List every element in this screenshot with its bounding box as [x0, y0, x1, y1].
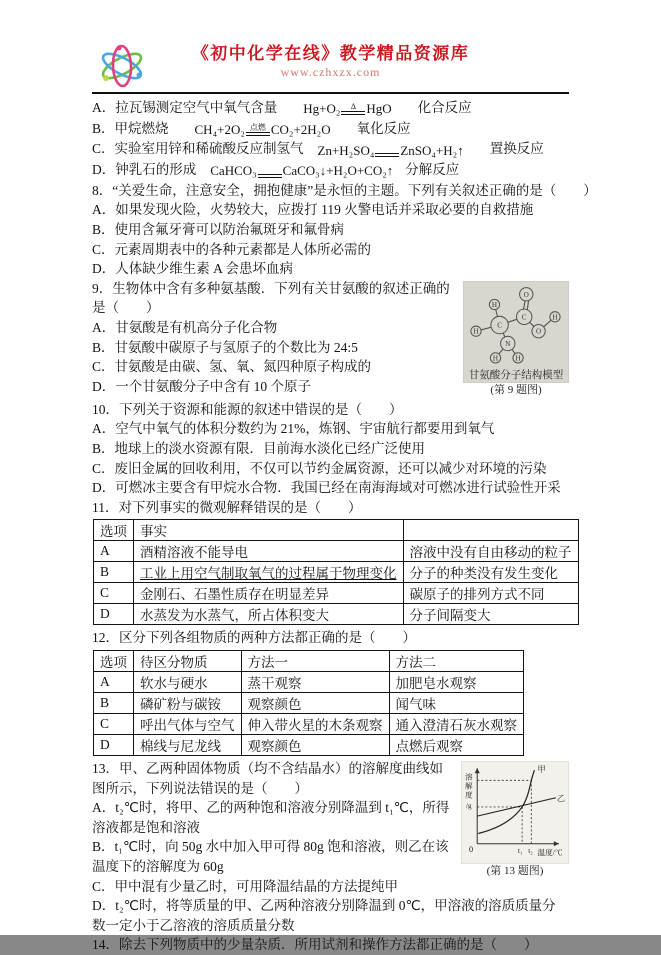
q13-block [92, 759, 569, 935]
curve-jia [478, 770, 534, 833]
q9-figure [463, 281, 569, 398]
table-row [94, 692, 524, 713]
table-row [94, 541, 579, 562]
y-axis-label-char: 溶 [464, 772, 473, 782]
x-tick-t1: t₁ [518, 846, 523, 855]
glycine-model-image [463, 281, 569, 383]
site-title: 《初中化学在线》教学精品资源库 [191, 44, 470, 63]
curve-label-yi: 乙 [556, 793, 566, 803]
cell-option: D [94, 604, 134, 625]
logo-dot [117, 46, 122, 51]
y-axis-label-char: 度 [464, 790, 473, 800]
q12-table [93, 650, 524, 756]
eq-left: CaHCO₃ [210, 163, 257, 179]
q11-table [93, 519, 579, 625]
atom-label: O [523, 290, 529, 299]
table-row [94, 734, 524, 755]
solubility-curve-graph [463, 762, 567, 858]
atom-label: C [521, 313, 527, 322]
glycine-molecule-diagram [466, 284, 566, 364]
atom-label: H [491, 300, 498, 309]
header-cell: 选项 [94, 650, 134, 671]
q10-option-c: C．废旧金属的回收利用，不仅可以节约金属资源，还可以减少对环境的污染 [92, 460, 547, 476]
double-line [375, 153, 399, 157]
reaction-type: 化合反应 [417, 100, 472, 115]
cell-method2: 通入澄清石灰水观察 [389, 713, 524, 734]
q13-figure [461, 761, 569, 879]
cell-method1: 观察颜色 [241, 692, 389, 713]
q10-stem: 10．下列关于资源和能源的叙述中错误的是（ ） [92, 401, 403, 417]
equals-sign [341, 102, 365, 115]
q9-option-b: B．甘氨酸中碳原子与氢原子的个数比为 24:5 [92, 339, 358, 355]
header-cell: 选项 [94, 520, 134, 541]
cell-method1: 伸入带火星的木条观察 [241, 713, 389, 734]
q8-stem: 8．“关爱生命，注意安全，拥抱健康”是永恒的主题。下列有关叙述正确的是（ ） [92, 182, 597, 198]
cell-fact: 金刚石、石墨性质存在明显差异 [134, 583, 404, 604]
y-axis-label-char: /g [465, 801, 472, 810]
reaction-condition: Δ [350, 102, 356, 112]
atom-label: O [535, 327, 542, 336]
q12-stem: 12．区分下列各组物质的两种方法都正确的是（ ） [92, 630, 416, 646]
cell-fact: 水蒸发为水蒸气，所占体积变大 [134, 604, 404, 625]
header-cell: 待区分物质 [134, 650, 242, 671]
x-axis-arrow [554, 841, 559, 846]
cell-substances: 呼出气体与空气 [134, 713, 242, 734]
q8-option-c: C．元素周期表中的各种元素都是人体所必需的 [92, 241, 372, 257]
reaction-condition: 点燃 [249, 123, 266, 133]
header-cell [403, 520, 578, 541]
table-header-row [94, 650, 524, 671]
table-row [94, 562, 579, 583]
q10-option-d: D．可燃冰主要含有甲烷水合物．我国已经在南海海域对可燃冰进行试验性开采 [92, 480, 561, 496]
equals-sign [246, 123, 270, 136]
double-line [341, 111, 365, 115]
reaction-condition [382, 144, 392, 153]
cell-explanation: 溶液中没有自由移动的粒子 [403, 541, 578, 562]
eq-right: HgO [366, 101, 392, 117]
cell-option: B [94, 562, 134, 583]
atom-label: H [515, 354, 521, 363]
header-cell: 方法一 [241, 650, 389, 671]
option-text: B．甲烷燃烧 [92, 120, 169, 136]
eq-left: Hg+O₂ [303, 101, 341, 117]
q11-stem: 11．对下列事实的微观解释错误的是（ ） [92, 499, 362, 515]
site-url: www.czhxzx.com [280, 65, 381, 79]
cell-method2: 加肥皂水观察 [389, 671, 524, 692]
q8-option-d: D．人体缺少维生素 A 会患坏血病 [92, 261, 294, 277]
solubility-curve-image [461, 761, 569, 864]
eq-right: CO₂+2H₂O [270, 121, 331, 137]
atom-label: C [497, 321, 502, 330]
x-axis-label: 温度/℃ [537, 847, 563, 857]
q8-option-b: B．使用含氟牙膏可以防治氟斑牙和氟骨病 [92, 222, 345, 237]
q9-option-c: C．甘氨酸是由碳、氢、氧、氮四种原子构成的 [92, 359, 372, 375]
cell-explanation: 分子的种类没有发生变化 [403, 562, 578, 583]
eq-right: ZnSO₄+H₂↑ [400, 142, 464, 158]
cell-method2: 闻气味 [389, 692, 524, 713]
q13-option-c: C．甲中混有少量乙时，可用降温结晶的方法提纯甲 [92, 878, 399, 894]
option-text: D．钟乳石的形成 [92, 162, 197, 178]
option-text: C．实验室用锌和稀硫酸反应制氢气 [92, 141, 304, 157]
equals-sign [375, 144, 399, 157]
cell-substances: 软水与硬水 [134, 671, 242, 692]
double-line [246, 132, 270, 136]
site-header [92, 40, 569, 94]
chemical-equation [195, 120, 331, 140]
cell-method1: 蒸干观察 [241, 671, 389, 692]
reaction-type: 置换反应 [489, 141, 544, 157]
atom-label: H [492, 354, 499, 363]
logo-dot [137, 73, 142, 78]
q9-figure-caption: 甘氨酸分子结构模型 [468, 369, 564, 381]
atom-label: H [473, 327, 479, 336]
cell-explanation: 碳原子的排列方式不同 [403, 583, 578, 604]
q13-stem: 13．甲、乙两种固体物质（均不含结晶水）的溶解度曲线如图所示，下列说法错误的是（ ） [92, 760, 443, 796]
cell-option: A [94, 671, 134, 692]
option-text: A．拉瓦锡测定空气中氧气含量 [92, 100, 278, 115]
atom-logo-icon [94, 40, 152, 90]
reaction-condition [265, 165, 275, 174]
q7-option-c [92, 139, 569, 160]
cell-substances: 棉线与尼龙线 [134, 734, 242, 755]
q13-figure-tag: (第 13 题图) [486, 864, 544, 877]
q9-block [92, 279, 569, 400]
q14-stem: 14．除去下列物质中的少量杂质．所用试剂和操作方法都正确的是（ ） [92, 937, 538, 953]
atom-label: N [505, 339, 511, 348]
table-header-row [94, 520, 579, 541]
q9-stem: 9．生物体中含有多种氨基酸．下列有关甘氨酸的叙述正确的是（ ） [92, 280, 450, 316]
eq-left: CH₄+2O₂ [194, 121, 245, 137]
chemical-equation [303, 99, 391, 119]
q13-option-a: A．t₂℃时，将甲、乙的两种饱和溶液分别降温到 t₁℃，所得溶液都是饱和溶液 [92, 800, 450, 835]
q13-option-d: D．t₂℃时，将等质量的甲、乙两种溶液分别降温到 0℃，甲溶液的溶质质量分数一定小于乙溶液的溶质质量分数 [92, 898, 556, 933]
header-cell: 方法二 [389, 650, 524, 671]
y-axis-label-char: 解 [464, 781, 473, 791]
q7-option-d [92, 160, 569, 181]
q7-option-a [92, 98, 569, 119]
cell-option: B [94, 692, 134, 713]
q9-option-d: D．一个甘氨酸分子中含有 10 个原子 [92, 378, 311, 394]
q10-option-b: B．地球上的淡水资源有限．目前海水淡化已经广泛使用 [92, 440, 426, 456]
reaction-type: 氧化反应 [356, 120, 411, 136]
table-row [94, 713, 524, 734]
cell-fact: 酒精溶液不能导电 [134, 541, 404, 562]
chemical-equation [318, 141, 464, 161]
q9-figure-tag: (第 9 题图) [490, 383, 542, 396]
cell-substances: 磷矿粉与碳铵 [134, 692, 242, 713]
table-row [94, 583, 579, 604]
cell-fact: 工业上用空气制取氧气的过程属于物理变化 [134, 562, 404, 583]
q10-option-a: A．空气中氧气的体积分数约为 21%，炼钢、宇宙航行都要用到氧气 [92, 421, 495, 437]
cell-method2: 点燃后观察 [389, 734, 524, 755]
cell-option: A [94, 541, 134, 562]
atom-label: H [552, 313, 558, 322]
logo-dot [103, 75, 109, 81]
x-tick-t2: t₂ [528, 846, 533, 855]
table-row [94, 604, 579, 625]
double-line [258, 174, 282, 178]
equals-sign [258, 165, 282, 178]
eq-left: Zn+H₂SO₄ [317, 142, 375, 158]
q9-option-a: A．甘氨酸是有机高分子化合物 [92, 319, 278, 335]
y-axis-arrow [475, 768, 480, 773]
cell-method1: 观察颜色 [241, 734, 389, 755]
q7-option-b [92, 119, 569, 140]
header-cell: 事实 [134, 520, 404, 541]
header-text [92, 40, 569, 80]
eq-right: CaCO₃↓+H₂O+CO₂↑ [282, 163, 394, 179]
cell-explanation: 分子间隔变大 [403, 604, 578, 625]
cell-option: D [94, 734, 134, 755]
cell-option: C [94, 713, 134, 734]
q8-option-a: A．如果发现火险，火势较大，应拨打 119 火警电话并采取必要的自救措施 [92, 202, 534, 218]
cell-option: C [94, 583, 134, 604]
q13-option-b: B．t₁℃时，向 50g 水中加入甲可得 80g 饱和溶液，则乙在该温度下的溶解度为 60g [92, 839, 449, 874]
table-row [94, 671, 524, 692]
curve-label-jia: 甲 [537, 765, 546, 775]
origin-label: 0 [469, 844, 474, 854]
chemical-equation [210, 161, 393, 181]
reaction-type: 分解反应 [405, 162, 460, 178]
